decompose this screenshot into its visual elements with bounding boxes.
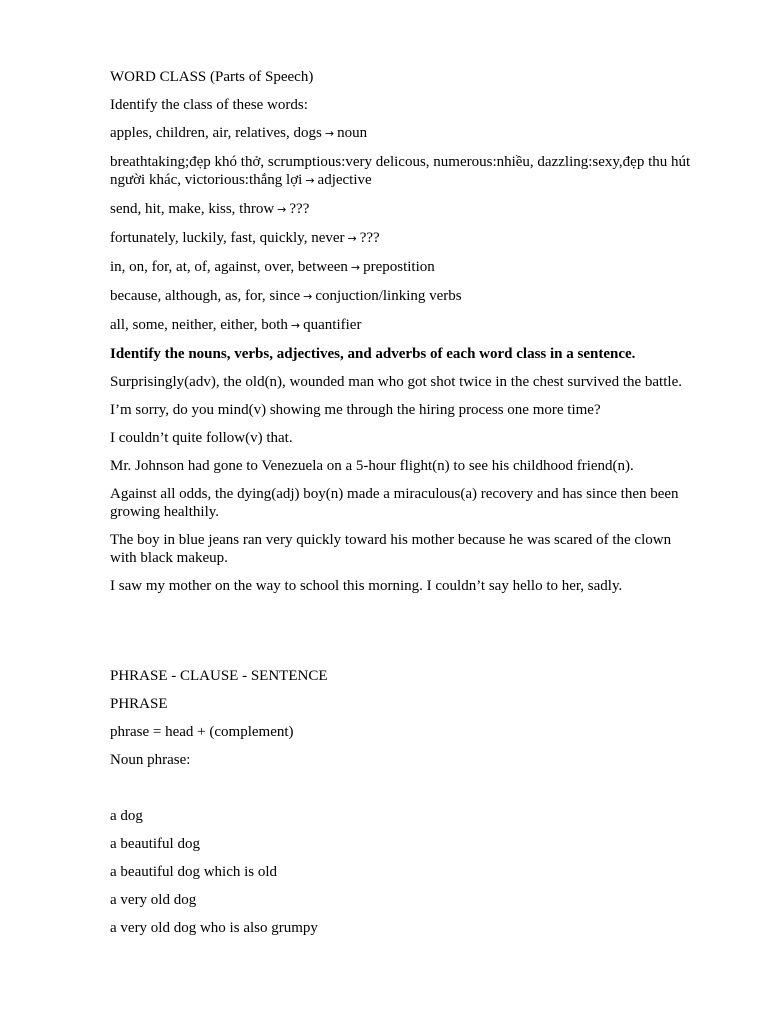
word-class-line <box>110 153 700 190</box>
arrow-icon: → <box>350 261 361 274</box>
word-list: breathtaking;đẹp khó thở, scrumptious:very delicous, numerous:nhiều, dazzling:sexy,đẹp thu hút người khác, victorious:thắng lợi <box>110 154 691 188</box>
exercise-heading: Identify the nouns, verbs, adjectives, and adverbs of each word class in a sentence. <box>110 346 636 362</box>
arrow-icon: → <box>305 174 315 187</box>
word-class-result: prepostition <box>363 259 435 275</box>
example-sentence: The boy in blue jeans ran very quickly toward his mother because he was scared of the clown with black makeup. <box>110 532 672 566</box>
word-list: because, although, as, for, since <box>110 288 301 304</box>
example-sentence: I’m sorry, do you mind(v) showing me through the hiring process one more time? <box>110 402 601 418</box>
example-sentence: Surprisingly(adv), the old(n), wounded man who got shot twice in the chest survived the battle. <box>110 374 682 390</box>
arrow-icon: → <box>290 319 301 332</box>
noun-phrase-example: a beautiful dog which is old <box>110 864 278 880</box>
document-body <box>110 68 700 947</box>
noun-phrase-example: a very old dog <box>110 892 197 908</box>
word-class-result: ??? <box>289 201 310 217</box>
word-list: send, hit, make, kiss, throw <box>110 201 275 217</box>
word-class-line <box>110 287 700 306</box>
phrase-formula: phrase = head + (complement) <box>110 724 294 740</box>
word-list: apples, children, air, relatives, dogs <box>110 125 322 141</box>
arrow-icon: → <box>347 232 357 245</box>
noun-phrase-label: Noun phrase: <box>110 752 191 768</box>
word-class-line <box>110 200 700 219</box>
instruction-text: Identify the class of these words: <box>110 97 308 113</box>
noun-phrase-example: a dog <box>110 808 143 824</box>
word-class-line <box>110 316 700 335</box>
blank-space <box>110 779 700 807</box>
example-sentence: Mr. Johnson had gone to Venezuela on a 5-hour flight(n) to see his childhood friend(n). <box>110 458 634 474</box>
word-class-line <box>110 229 700 248</box>
section-title-phrase-clause-sentence: PHRASE - CLAUSE - SENTENCE <box>110 668 328 684</box>
word-class-result: conjuction/linking verbs <box>315 288 462 304</box>
section-title-word-class: WORD CLASS (Parts of Speech) <box>110 69 314 85</box>
word-class-result: adjective <box>317 172 372 188</box>
noun-phrase-example: a beautiful dog <box>110 836 200 852</box>
arrow-icon: → <box>324 127 335 140</box>
noun-phrase-example: a very old dog who is also grumpy <box>110 920 318 936</box>
word-list: fortunately, luckily, fast, quickly, never <box>110 230 345 246</box>
blank-space <box>110 605 700 667</box>
word-class-result: quantifier <box>303 317 362 333</box>
example-sentence: I couldn’t quite follow(v) that. <box>110 430 293 446</box>
example-sentence: I saw my mother on the way to school this morning. I couldn’t say hello to her, sadly. <box>110 578 623 594</box>
subsection-title-phrase: PHRASE <box>110 696 168 712</box>
word-class-line <box>110 258 700 277</box>
arrow-icon: → <box>303 290 313 303</box>
word-class-result: noun <box>337 125 368 141</box>
arrow-icon: → <box>277 203 287 216</box>
word-class-line <box>110 124 700 143</box>
word-list: in, on, for, at, of, against, over, between <box>110 259 348 275</box>
word-list: all, some, neither, either, both <box>110 317 288 333</box>
example-sentence: Against all odds, the dying(adj) boy(n) made a miraculous(a) recovery and has since then been growing healthily. <box>110 486 679 520</box>
word-class-result: ??? <box>359 230 380 246</box>
